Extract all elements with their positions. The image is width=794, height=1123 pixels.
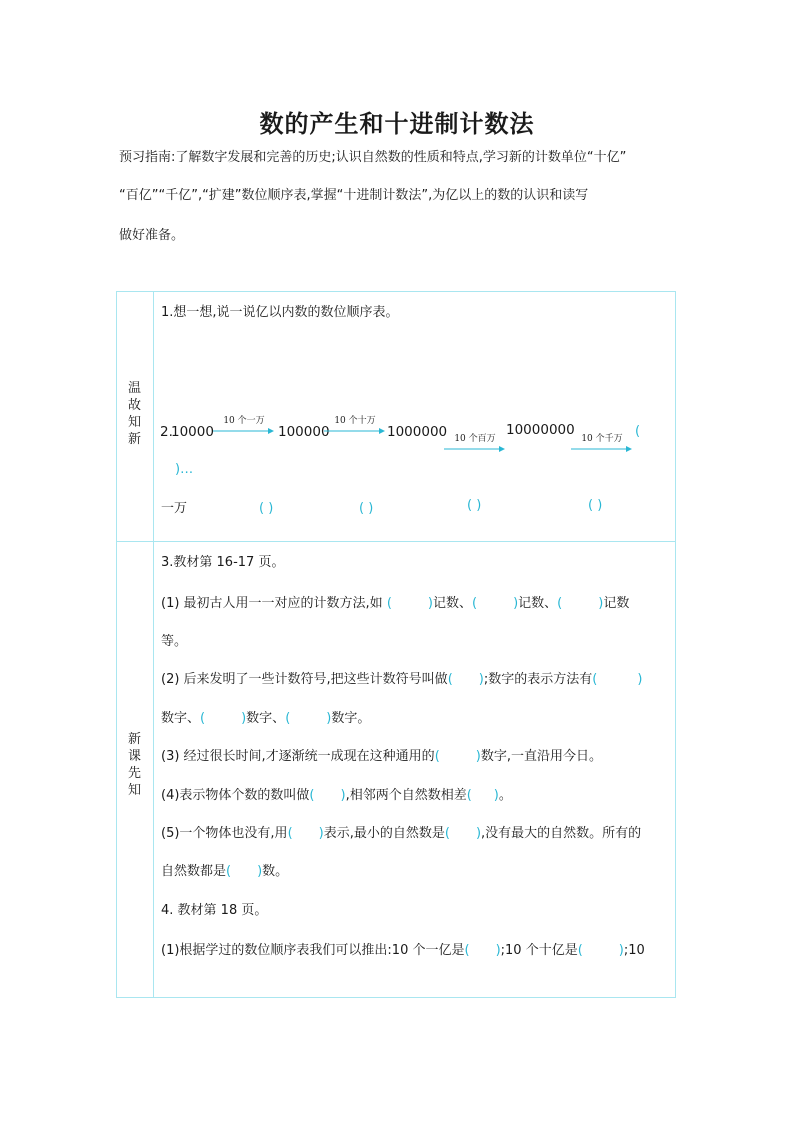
paragraph-2-cont: 数字、( )数字、( )数字。 [161, 711, 371, 726]
arrow-10-qianwan: 10 个千万 [571, 434, 633, 454]
paragraph-1: (1) 最初古人用一一对应的计数方法,如 ( )记数、( )记数、( )记数 [161, 596, 630, 611]
worksheet-table [116, 291, 676, 998]
paragraph-2: (2) 后来发明了一些计数符号,把这些计数符号叫做( );数字的表示方法有( ) [161, 672, 643, 687]
arrow-10-shiwan: 10 个十万 [324, 416, 386, 436]
number-10000000: 10000000 [506, 422, 575, 438]
review-question-1: 1.想一想,说一说亿以内数的数位顺序表。 [161, 305, 399, 320]
paragraph-6: (1)根据学过的数位顺序表我们可以推出:10 个一亿是( );10 个十亿是( );10 [161, 943, 645, 958]
answer-blank[interactable]: ( ) [287, 826, 324, 841]
answer-blank[interactable]: ( ) [309, 788, 346, 803]
answer-blank[interactable]: ( ) [467, 498, 482, 513]
answer-blank[interactable]: ( ) [592, 672, 643, 687]
paragraph-5: (5)一个物体也没有,用( )表示,最小的自然数是( ),没有最大的自然数。所有的 [161, 826, 642, 841]
guide-line-1: 预习指南:了解数字发展和完善的历史;认识自然数的性质和特点,学习新的计数单位“十亿” [119, 150, 627, 165]
answer-blank[interactable]: ( ) [285, 711, 332, 726]
number-100000: 100000 [278, 424, 330, 440]
answer-blank-open[interactable]: ( [635, 424, 641, 439]
answer-blank[interactable]: ( ) [200, 711, 247, 726]
section-label-new: 新 课 先 知 [127, 732, 141, 798]
right-arrow-icon [324, 427, 386, 435]
answer-blank[interactable]: ( ) [557, 596, 604, 611]
answer-blank[interactable]: ( ) [447, 672, 484, 687]
answer-blank[interactable]: ( ) [472, 596, 519, 611]
answer-blank[interactable]: ( ) [466, 788, 499, 803]
answer-blank[interactable]: ( ) [386, 596, 433, 611]
paragraph-1-end: 等。 [161, 634, 188, 649]
guide-line-3: 做好准备。 [119, 228, 185, 243]
right-arrow-icon [571, 445, 633, 453]
review-question-2-prefix: 2. [160, 424, 173, 440]
paragraph-3: (3) 经过很长时间,才逐渐统一成现在这种通用的( )数字,一直沿用今日。 [161, 749, 602, 764]
answer-blank[interactable]: ( ) [434, 749, 481, 764]
number-10000: 10000 [171, 424, 214, 440]
answer-blank[interactable]: ( ) [259, 501, 274, 516]
answer-blank[interactable]: ( ) [588, 498, 603, 513]
section-label-review: 温 故 知 新 [127, 381, 141, 447]
answer-blank[interactable]: ( ) [226, 864, 263, 879]
answer-blank[interactable]: ( ) [577, 943, 624, 958]
row-label-yiwan: 一万 [161, 501, 188, 516]
section-heading-4: 4. 教材第 18 页。 [161, 903, 268, 918]
right-arrow-icon [444, 445, 506, 453]
answer-blank[interactable]: ( ) [464, 943, 501, 958]
paragraph-5-cont: 自然数都是( )数。 [161, 864, 289, 879]
section-heading-3: 3.教材第 16-17 页。 [161, 555, 285, 570]
answer-blank-close[interactable]: )… [175, 462, 194, 477]
table-column-divider [153, 291, 154, 998]
arrow-10-wan: 10 个一万 [213, 416, 275, 436]
guide-line-2: “百亿”“千亿”,“扩建”数位顺序表,掌握“十进制计数法”,为亿以上的数的认识和读写 [119, 188, 589, 203]
paragraph-4: (4)表示物体个数的数叫做( ),相邻两个自然数相差( )。 [161, 788, 512, 803]
table-row-divider [116, 541, 676, 542]
answer-blank[interactable]: ( ) [444, 826, 482, 841]
arrow-10-baiwan: 10 个百万 [444, 434, 506, 454]
answer-blank[interactable]: ( ) [359, 501, 374, 516]
right-arrow-icon [213, 427, 275, 435]
number-1000000: 1000000 [387, 424, 448, 440]
page-title: 数的产生和十进制计数法 [259, 110, 535, 138]
